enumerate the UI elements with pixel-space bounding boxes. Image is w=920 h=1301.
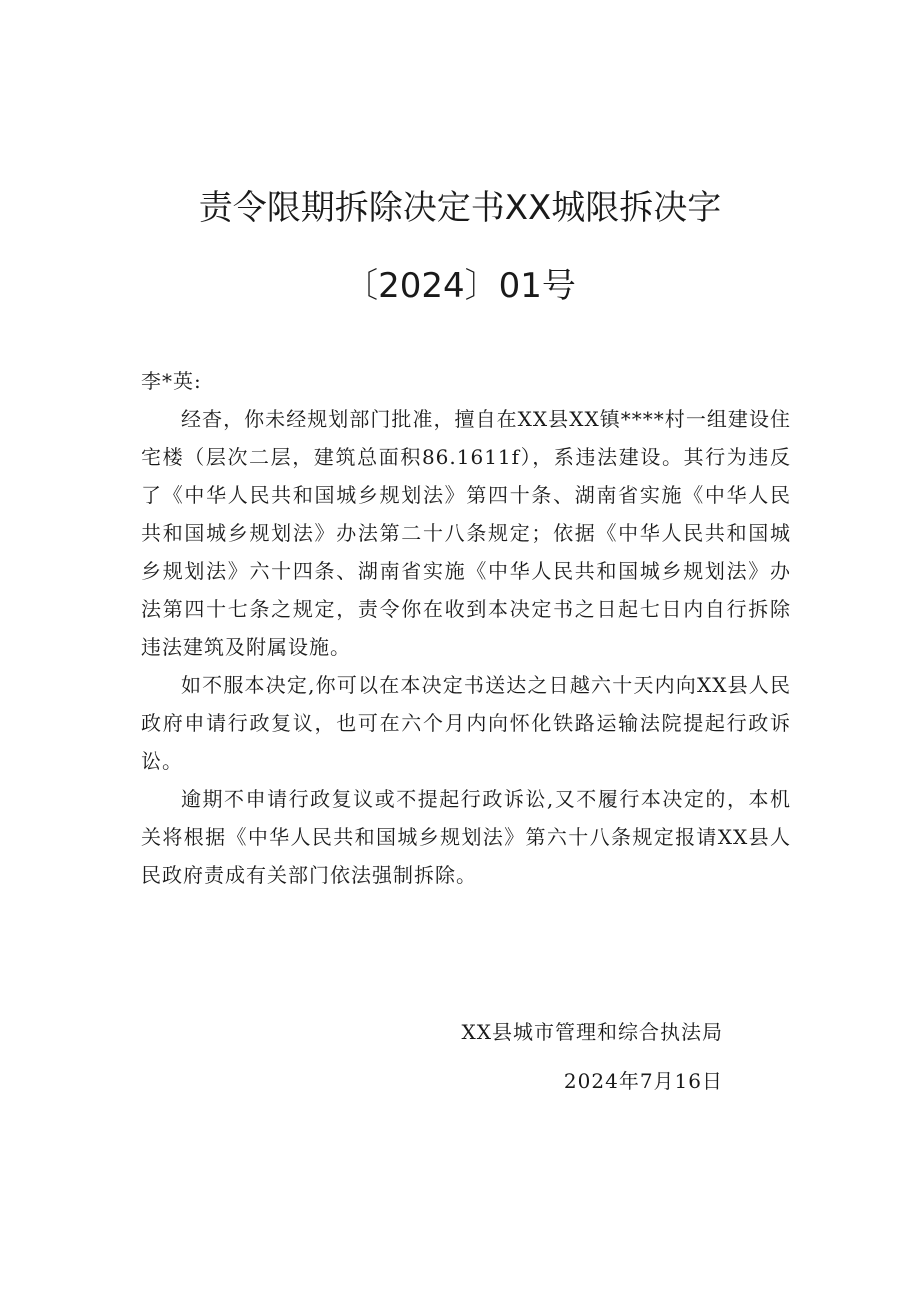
paragraph-appeal: 如不服本决定,你可以在本决定书送达之日越六十天内向XX县人民政府申请行政复议，也可在六个月内向怀化铁路运输法院提起行政诉讼。 — [141, 673, 791, 773]
document-title-line-1: 责令限期拆除决定书XX城限拆决字 — [198, 188, 722, 228]
paragraph-findings: 经杳，你未经规划部门批准，擅自在XX县XX镇****村一组建设住宅楼（层次二层，建筑总面积86.1611f），系违法建设。其行为违反了《中华人民共和国城乡规划法》第四十条、湖南省实施《中华人民共和国城乡规划法》办法第二十八条规定；依据《中华人民共和国城乡规划法》六十四条、湖南省实施《中华人民共和国城乡规划法》办法第四十七条之规定，责令你在收到本决定书之日起七日内自行拆除违法建筑及附属设施。 — [141, 407, 791, 659]
issuing-authority: XX县城市管理和综合执法局 — [461, 1020, 723, 1044]
document-number: 〔2024〕01号 — [344, 266, 576, 306]
issue-date: 2024年7月16日 — [563, 1069, 723, 1093]
document-body — [141, 362, 791, 894]
addressee: 李*英: — [141, 369, 202, 393]
paragraph-enforcement: 逾期不申请行政复议或不提起行政诉讼,又不履行本决定的，本机关将根据《中华人民共和国城乡规划法》第六十八条规定报请XX县人民政府责成有关部门依法强制拆除。 — [141, 787, 791, 887]
